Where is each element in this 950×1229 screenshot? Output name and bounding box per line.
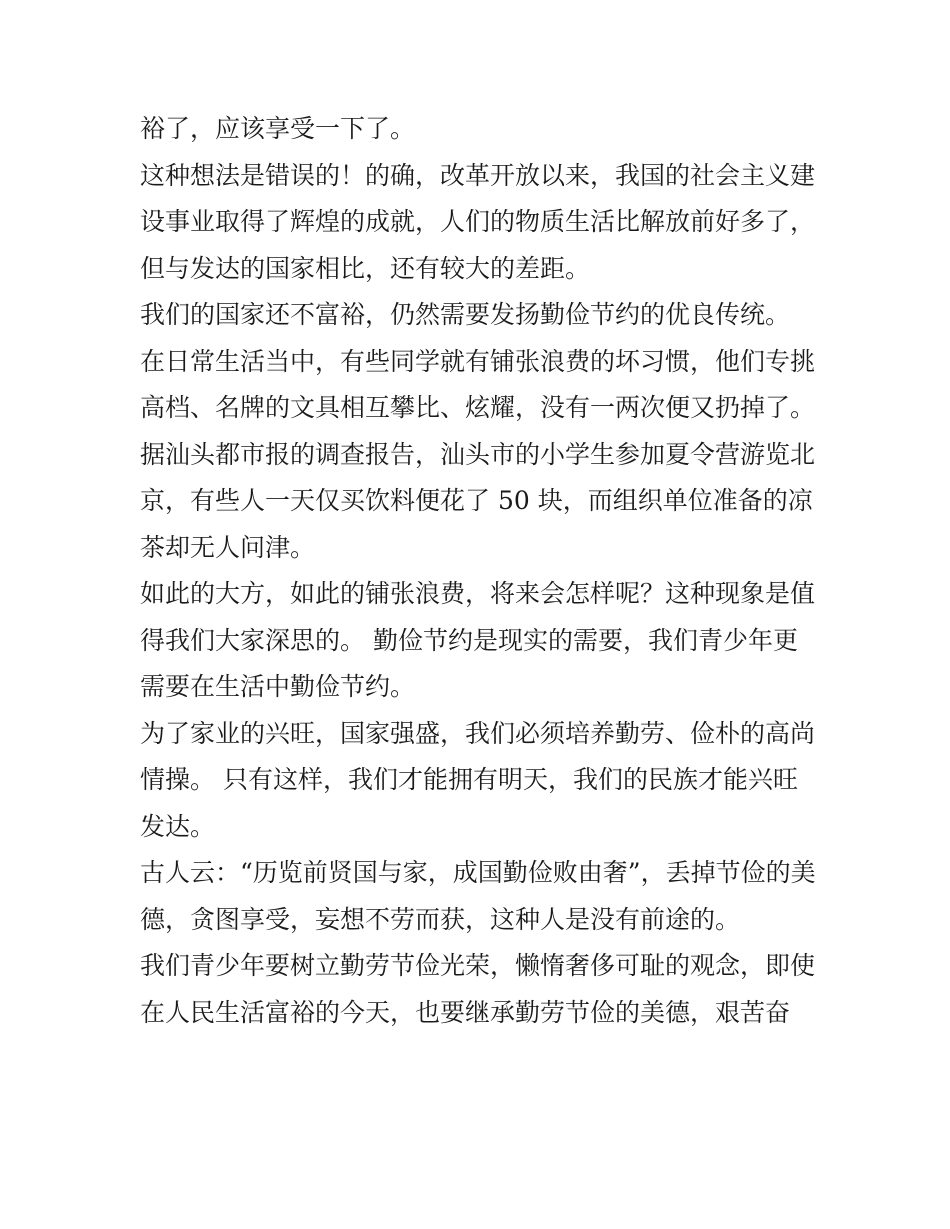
- text-line: 古人云：“历览前贤国与家，成国勤俭败由奢”，丢掉节俭的美: [140, 858, 816, 887]
- text-line: 高档、名牌的文具相互攀比、炫耀，没有一两次便又扔掉了。: [140, 393, 816, 422]
- text-line: 为了家业的兴旺，国家强盛，我们必须培养勤劳、俭朴的高尚: [140, 718, 816, 748]
- text-line: 在人民生活富裕的今天，也要继承勤劳节俭的美德，艰苦奋: [140, 997, 791, 1027]
- text-line: 得我们大家深思的。 勤俭节约是现实的需要，我们青少年更: [140, 625, 798, 655]
- text-line: 我们的国家还不富裕，仍然需要发扬勤俭节约的优良传统。: [140, 300, 791, 329]
- text-line: 设事业取得了辉煌的成就，人们的物质生活比解放前好多了，: [140, 207, 816, 236]
- text-line: 需要在生活中勤俭节约。: [140, 672, 416, 701]
- text-line: 茶却无人问津。: [140, 532, 316, 562]
- text-line: 德，贪图享受，妄想不劳而获，这种人是没有前途的。: [140, 904, 741, 934]
- document-body: [140, 106, 830, 1036]
- text-line: 但与发达的国家相比，还有较大的差距。: [140, 253, 591, 283]
- text-line: 这种想法是错误的！的确，改革开放以来，我国的社会主义建: [140, 160, 816, 190]
- text-line: 如此的大方，如此的铺张浪费，将来会怎样呢？这种现象是值: [140, 579, 816, 608]
- text-line: 在日常生活当中，有些同学就有铺张浪费的坏习惯，他们专挑: [140, 346, 816, 376]
- text-line: 京，有些人一天仅买饮料便花了 50 块，而组织单位准备的凉: [140, 486, 813, 515]
- text-line: 我们青少年要树立勤劳节俭光荣，懒惰奢侈可耻的观念，即使: [140, 951, 816, 980]
- text-line: 情操。 只有这样，我们才能拥有明天，我们的民族才能兴旺: [140, 765, 798, 794]
- text-line: 裕了，应该享受一下了。: [140, 114, 416, 143]
- text-line: 发达。: [140, 811, 216, 841]
- text-line: 据汕头都市报的调查报告，汕头市的小学生参加夏令营游览北: [140, 439, 816, 469]
